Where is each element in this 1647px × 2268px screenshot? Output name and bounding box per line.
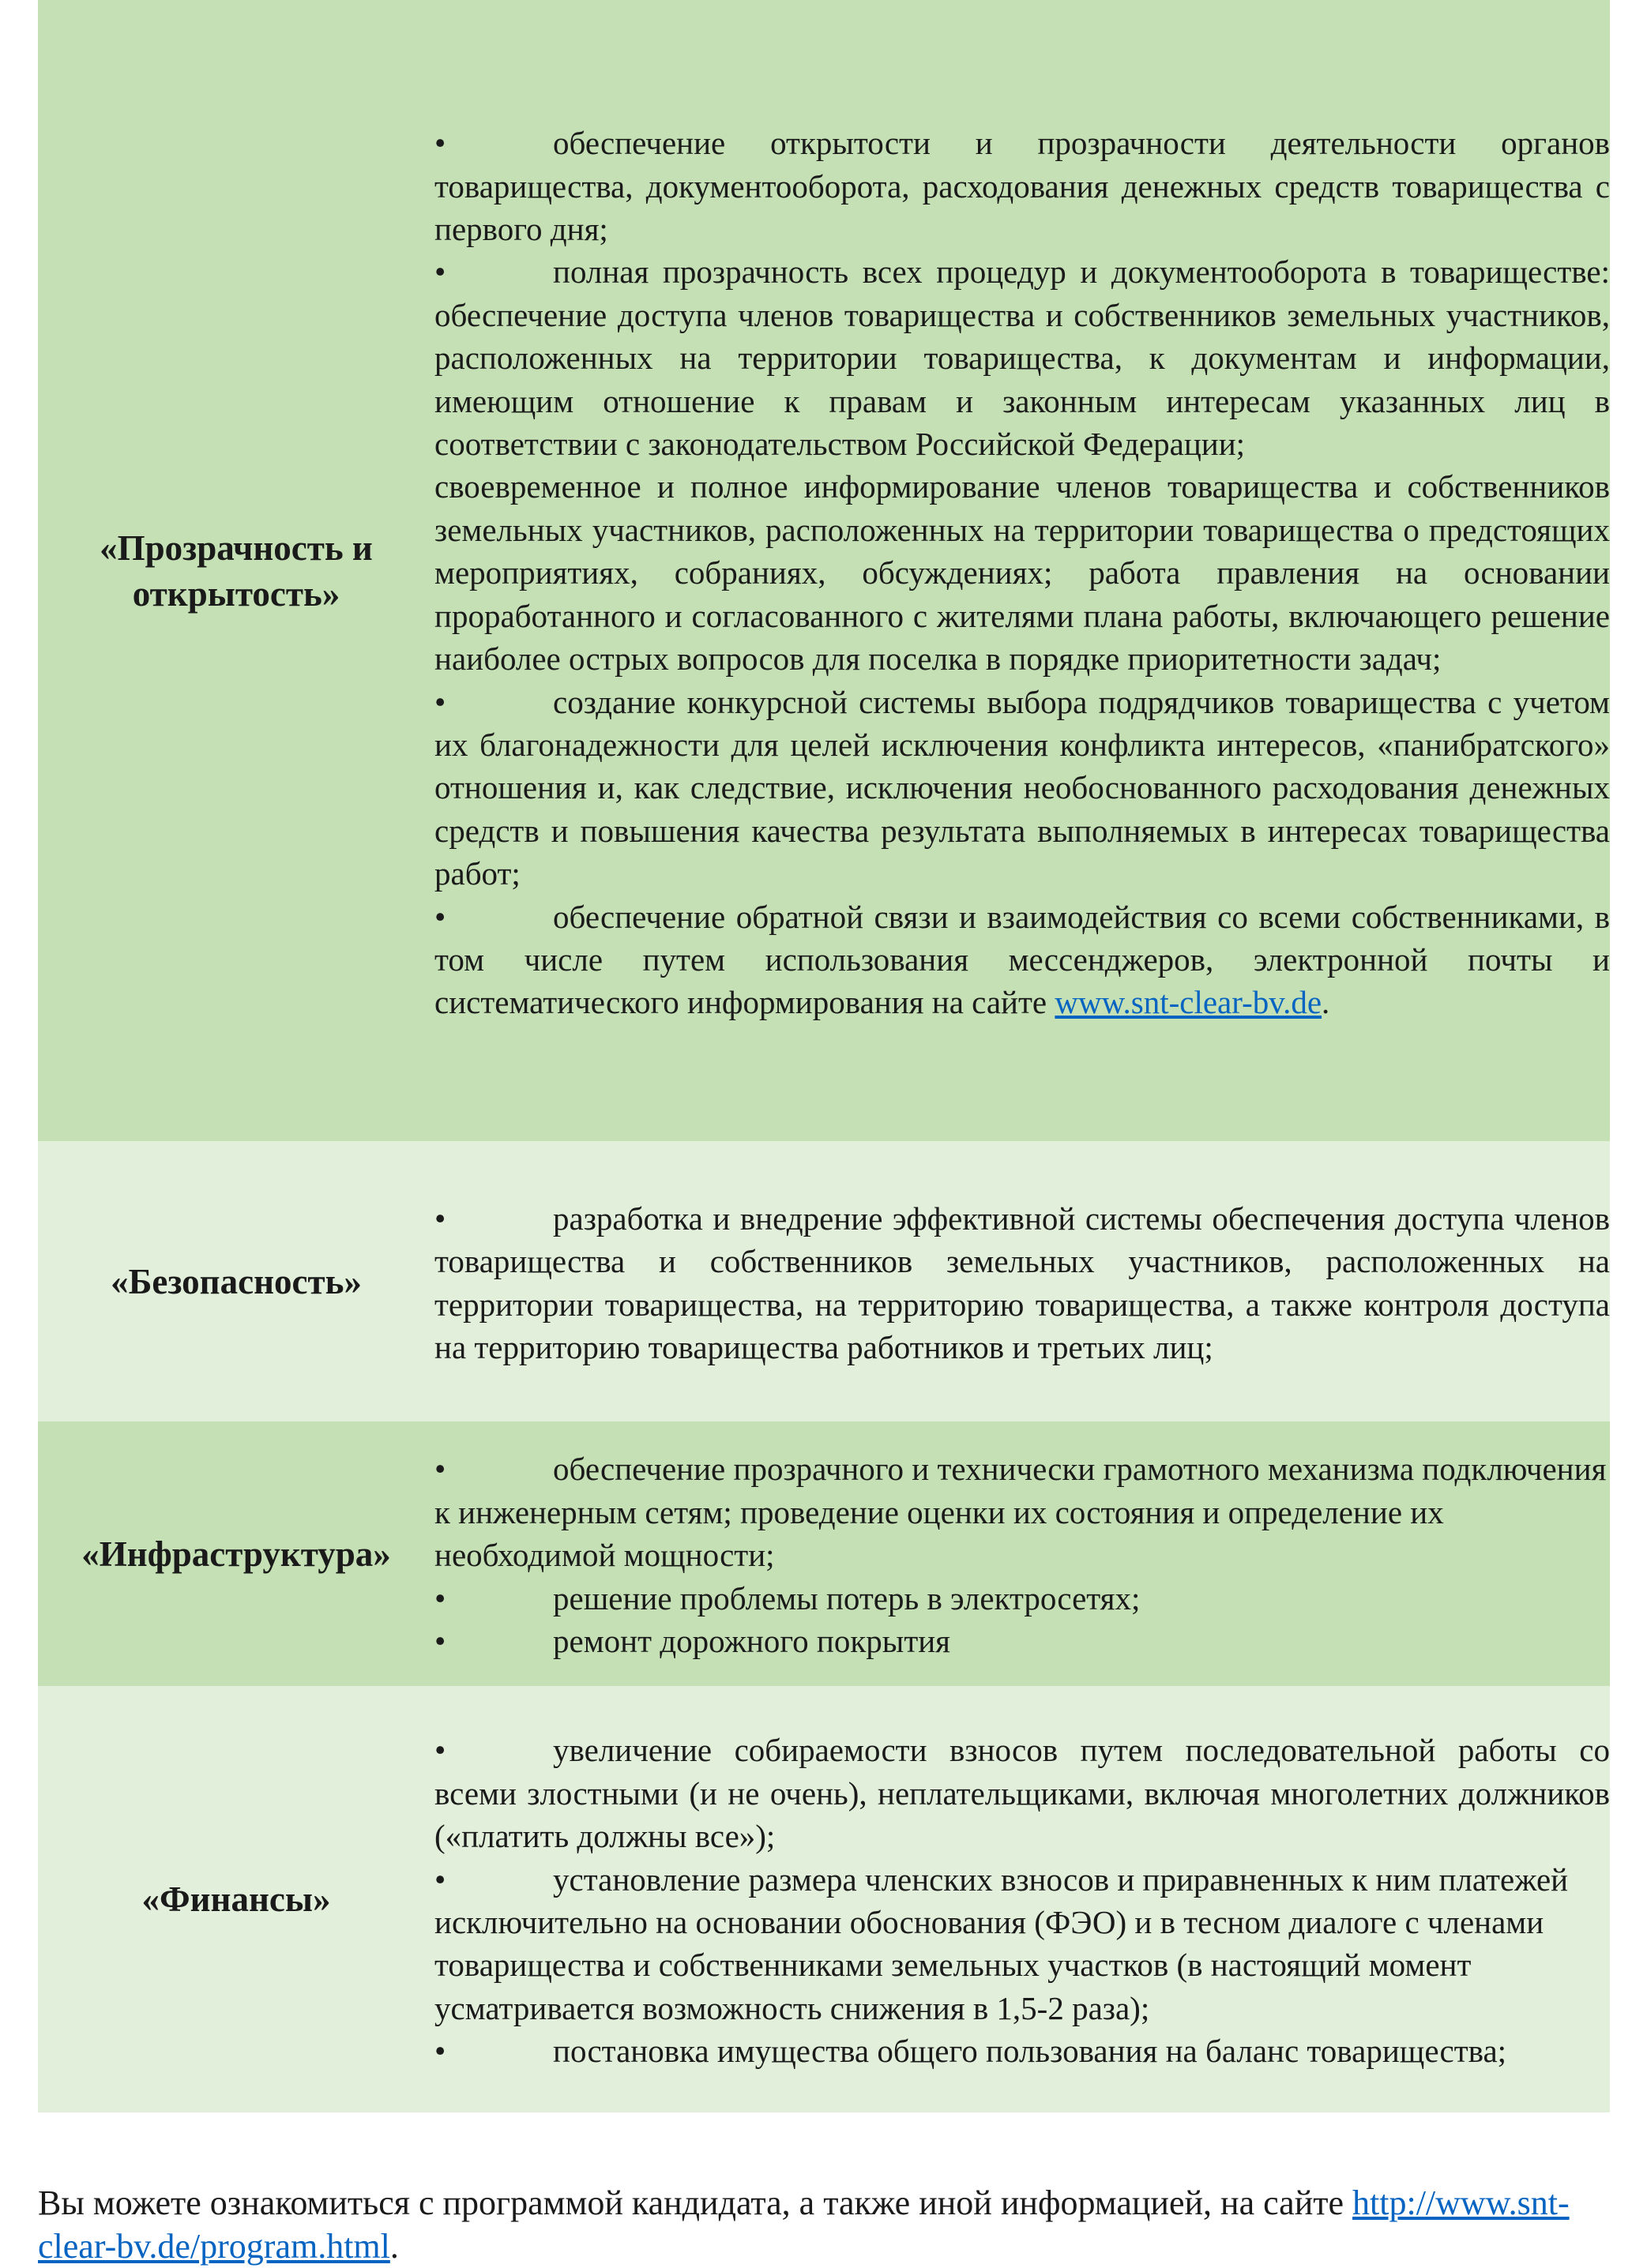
list-item: [434, 1197, 1610, 1369]
list-item-text: создание конкурсной системы выбора подрядчиков товарищества с учетом их благонадежности для целей исключения конфликта интересов, «панибратского» отношения и, как следствие, исключения необоснованного расходования денежных средств и повышения качества результата выполняемых в интересах товарищества работ;: [434, 683, 1610, 892]
bullet-icon: •: [434, 1579, 446, 1617]
list-item-text: полная прозрачность всех процедур и документооборота в товариществе: обеспечение доступа членов товарищества и собственников земельных участников, расположенных на территории товарищества, к документам и информации, имеющим отношение к правам и законным интересам указанных лиц в соответствии с законодательством Российской Федерации;: [434, 253, 1610, 463]
bullet-icon: •: [434, 253, 446, 291]
row-label-transparency: [38, 0, 434, 1141]
list-item-text: решение проблемы потерь в электросетях;: [553, 1579, 1141, 1617]
punctuation: .: [1322, 984, 1330, 1021]
footer-paragraph: [38, 2181, 1610, 2268]
footer-text: Вы можете ознакомиться с программой кандидата, а также иной информацией, на сайте: [38, 2184, 1344, 2222]
row-content-finance: [434, 1686, 1610, 2112]
program-link[interactable]: http://www.snt-clear-bv.de/program.html: [38, 2184, 1570, 2266]
row-label-infrastructure: [38, 1421, 434, 1686]
bullet-icon: •: [434, 125, 446, 162]
row-content-security: [434, 1141, 1610, 1421]
list-item: [434, 250, 1610, 465]
list-item: [434, 465, 1610, 680]
list-item-text: постановка имущества общего пользования на баланс товарищества;: [553, 2033, 1507, 2070]
table-row-transparency: [38, 0, 1610, 1141]
punctuation: .: [389, 2227, 399, 2266]
list-item-text: установление размера членских взносов и приравненных к ним платежей исключительно на основании обоснования (ФЭО) и в тесном диалоге с членами товарищества и собственниками земельных участков (в настоящий момент усматривается возможность снижения в 1,5-2 раза);: [434, 1861, 1569, 2026]
list-item-text: увеличение собираемости взносов путем последовательной работы со всеми злостными (и не очень), неплательщиками, включая многолетних должников («платить должны все»);: [434, 1732, 1610, 1855]
list-item: [434, 1448, 1610, 1576]
list-item-text: обеспечение открытости и прозрачности деятельности органов товарищества, документооборота, расходования денежных средств товарищества с первого дня;: [434, 125, 1610, 248]
list-item: [434, 896, 1610, 1024]
list-item-text: своевременное и полное информирование членов товарищества и собственников земельных участников, расположенных на территории товарищества о предстоящих мероприятиях, собраниях, обсуждениях; работа правления на основании проработанного и согласованного с жителями плана работы, включающего решение наиболее острых вопросов для поселка в порядке приоритетности задач;: [434, 468, 1610, 678]
list-item-text: обеспечение обратной связи и взаимодействия со всеми собственниками, в том числе путем использования мессенджеров, электронной почты и систематического информирования на сайте: [434, 898, 1610, 1021]
bullet-icon: •: [434, 1861, 446, 1898]
bullet-icon: •: [434, 1732, 446, 1769]
row-content-infrastructure: [434, 1421, 1610, 1686]
list-item: [434, 1729, 1610, 1857]
site-link[interactable]: www.snt-clear-bv.de: [1055, 984, 1322, 1021]
row-label-line: «Прозрачность и: [100, 528, 373, 568]
list-item: [434, 2030, 1610, 2072]
list-item: [434, 681, 1610, 896]
bullet-icon: •: [434, 1451, 446, 1488]
row-label-line: «Безопасность»: [111, 1261, 362, 1301]
row-label-line: «Финансы»: [141, 1879, 331, 1919]
row-content-transparency: [434, 0, 1610, 1141]
program-table: [38, 0, 1610, 2112]
row-label-line: открытость»: [132, 573, 340, 614]
list-item: [434, 1858, 1610, 2030]
bullet-icon: •: [434, 683, 446, 720]
bullet-icon: •: [434, 898, 446, 935]
table-row-security: [38, 1141, 1610, 1421]
bullet-icon: •: [434, 2033, 446, 2070]
list-item-text: обеспечение прозрачного и технически грамотного механизма подключения к инженерным сетям; проведение оценки их состояния и определение их необходимой мощности;: [434, 1451, 1607, 1574]
list-item: [434, 1577, 1610, 1620]
row-label-finance: [38, 1686, 434, 2112]
list-item-text: ремонт дорожного покрытия: [553, 1623, 951, 1660]
list-item: [434, 1620, 1610, 1662]
list-item: [434, 122, 1610, 250]
row-label-line: «Инфраструктура»: [81, 1534, 391, 1574]
row-label-security: [38, 1141, 434, 1421]
table-row-infrastructure: [38, 1421, 1610, 1686]
table-row-finance: [38, 1686, 1610, 2112]
list-item-text: разработка и внедрение эффективной системы обеспечения доступа членов товарищества и собственников земельных участников, расположенных на территории товарищества, на территорию товарищества, а также контроля доступа на территорию товарищества работников и третьих лиц;: [434, 1200, 1610, 1365]
bullet-icon: •: [434, 1200, 446, 1237]
bullet-icon: •: [434, 1623, 446, 1660]
